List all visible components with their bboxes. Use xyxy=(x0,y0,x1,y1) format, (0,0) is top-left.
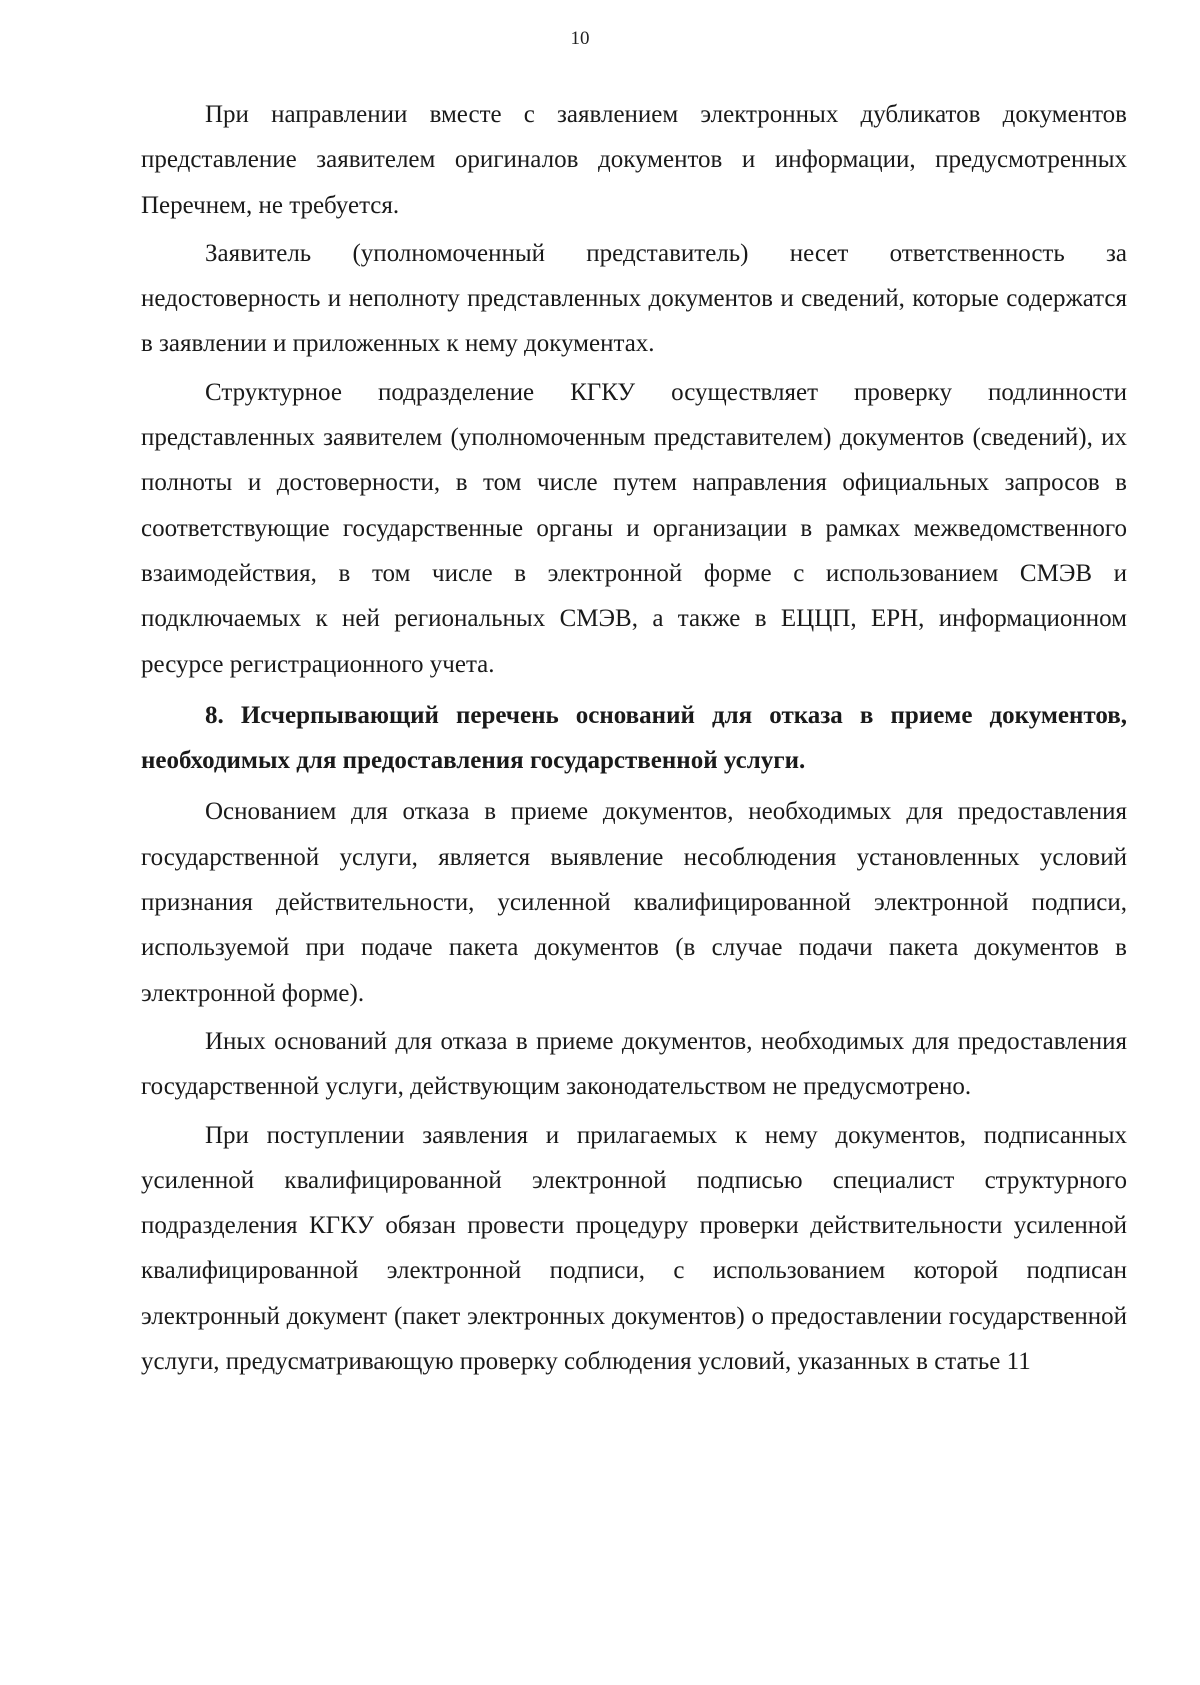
paragraph-no-other-grounds: Иных оснований для отказа в приеме документов, необходимых для предоставления государственной услуги, действующим законодательством не предусмотрено. xyxy=(141,1027,1127,1101)
paragraph-refusal-grounds: Основанием для отказа в приеме документов, необходимых для предоставления государственной услуги, является выявление несоблюдения установленных условий признания действительности, усиленной квалифицированной электронной подписи, используемой при подаче пакета документов (в случае подачи пакета документов в электронной форме). xyxy=(141,798,1127,1007)
paragraph-verification: Структурное подразделение КГКУ осуществляет проверку подлинности представленных заявителем (уполномоченным представителем) документов (сведений), их полноты и достоверности, в том числе путем направления официальных запросов в соответствующие государственные органы и организации в рамках межведомственного взаимодействия, в том числе в электронной форме с использованием СМЭВ и подключаемых к ней региональных СМЭВ, а также в ЕЦЦП, ЕРН, информационном ресурсе регистрационного учета. xyxy=(141,378,1127,678)
paragraph-electronic-duplicates: При направлении вместе с заявлением электронных дубликатов документов представление заявителем оригиналов документов и информации, предусмотренных Перечнем, не требуется. xyxy=(141,101,1127,219)
paragraph-signature-check: При поступлении заявления и прилагаемых к нему документов, подписанных усиленной квалифицированной электронной подписью специалист структурного подразделения КГКУ обязан провести процедуру проверки действительности усиленной квалифицированной электронной подписи, с использованием которой подписан электронный документ (пакет электронных документов) о предоставлении государственной услуги, предусматривающую проверку соблюдения условий, указанных в статье 11 xyxy=(141,1121,1127,1376)
page-number: 10 xyxy=(570,28,590,49)
paragraph-applicant-responsibility: Заявитель (уполномоченный представитель) несет ответственность за недостоверность и неполноту представленных документов и сведений, которые содержатся в заявлении и приложенных к нему документах. xyxy=(141,239,1127,358)
section-heading: 8. Исчерпывающий перечень оснований для отказа в приеме документов, необходимых для предоставления государственной услуги. xyxy=(141,701,1127,775)
document-body xyxy=(141,92,1127,1387)
